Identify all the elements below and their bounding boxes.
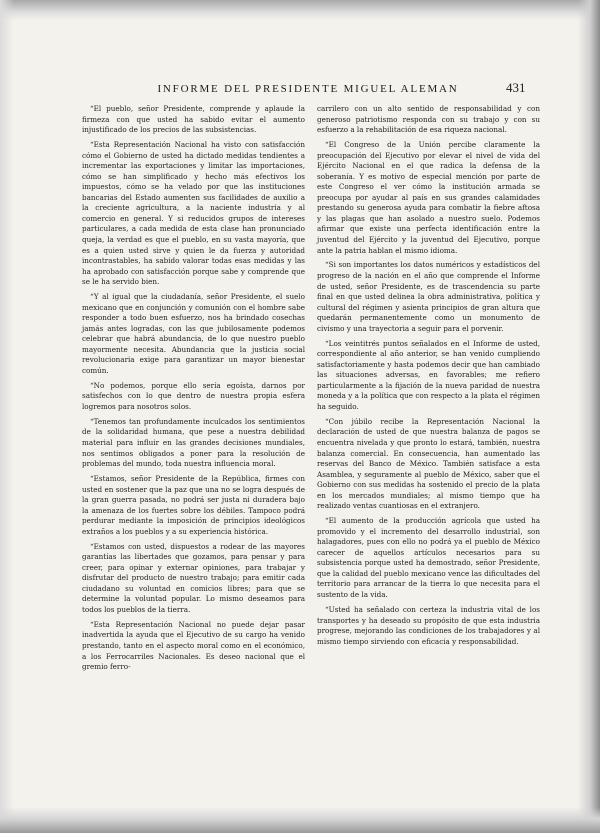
- scan-shadow-top: [0, 0, 600, 20]
- paragraph: “Esta Representación Nacional ha visto con satisfacción cómo el Gobierno de usted ha dictado medidas tendientes a incrementar las exportaciones y limitar las importaciones, cómo se han simplificado y hecho más efectivos los impuestos, cómo se ha velado por que las instituciones bancarias del Estado aumenten sus facilidades de auxilio a la creciente agricultura, a la naciente industria y al comercio en general. Y si reducidos grupos de intereses particulares, a cada medida de esta clase han pronunciado queja, la verdad es que el pueblo, en su vasta mayoría, que es a quien usted sirve y quien le da fuerza y autoridad incontrastables, ha sabido valorar todas esas medidas y las ha aprobado con satisfacción porque sabe y comprende que se le ha servido bien.: [82, 140, 305, 287]
- paragraph: “El aumento de la producción agrícola que usted ha promovido y el incremento del desarrollo industrial, son halagadores, pues con ello no podrá ya el pueblo de México carecer de aquellos artículos necesarios para su subsistencia porque usted ha demostrado, señor Presidente, que la calidad del pueblo mexicano vence las dificultades del territorio para arrancar de la tierra lo que necesita para el sustento de la vida.: [317, 516, 540, 600]
- paragraph: “No podemos, porque ello sería egoísta, darnos por satisfechos con lo que dentro de nuestra propia esfera logremos para nosotros solos.: [82, 380, 305, 411]
- paragraph: “El Congreso de la Unión percibe claramente la preocupación del Ejecutivo por elevar el nivel de vida del Ejército Nacional en el que radica la defensa de la soberanía. Y es motivo de especial mención por parte de este Congreso el ver cómo la institución armada se preocupa por ayudar al país en sus grandes calamidades prestando su generosa ayuda para combatir la fiebre aftosa y las plagas que han asolado a nuestro suelo. Podemos afirmar que existe una perfecta identificación entre la juventud del Ejército y la juventud del Ejecutivo, porque ante la patria hablan el mismo idioma.: [317, 140, 540, 255]
- scan-shadow-right: [578, 0, 600, 833]
- paragraph: “Con júbilo recibe la Representación Nacional la declaración de usted de que nuestra balanza de pagos se encuentra nivelada y que pronto lo estará, también, nuestra balanza comercial. En consecuencia, han aumentado las reservas del Banco de México. También satisface a esta Asamblea, y seguramente al pueblo de México, saber que el Gobierno con sus medidas ha sostenido el precio de la plata en los mercados mundiales; al mismo tiempo que ha realizado ventas cuantiosas en el extranjero.: [317, 416, 540, 511]
- paragraph: “Usted ha señalado con certeza la industria vital de los transportes y ha deseado su propósito de que esta industria progrese, mejorando las condiciones de los trabajadores y al mismo tiempo sirviendo con eficacia y responsabilidad.: [317, 604, 540, 646]
- running-header: INFORME DEL PRESIDENTE MIGUEL ALEMAN: [157, 83, 459, 95]
- scan-shadow-bottom: [0, 807, 600, 833]
- paragraph: “Los veintitrés puntos señalados en el Informe de usted, correspondiente al año anterior, se han venido cumpliendo satisfactoriamente y hasta podemos decir que han cambiado las situaciones adversas, en favorables; me refiero particularmente a la fijación de la nueva paridad de nuestra moneda y a la política que con respecto a la plata el régimen ha seguido.: [317, 338, 540, 411]
- paragraph: “Esta Representación Nacional no puede dejar pasar inadvertida la ayuda que el Ejecutivo de su cargo ha venido prestando, tanto en el aspecto moral como en el económico, a los Ferrocarriles Nacionales. Es deseo nacional que el gremio ferro-: [82, 619, 305, 672]
- paragraph-continued: carrilero con un alto sentido de responsabilidad y con generoso patriotismo responda con su trabajo y con su esfuerzo a la rehabilitación de esa riqueza nacional.: [317, 104, 540, 135]
- left-column: [82, 104, 305, 677]
- paragraph: “Y al igual que la ciudadanía, señor Presidente, el suelo mexicano que en conjunción y comunión con el hombre sabe responder a todo buen esfuerzo, nos ha brindado cosechas jamás antes logradas, con las que jubilosamente podemos celebrar que habrá abundancia, de lo que nuestro pueblo mayormente necesita. Abundancia que la justicia social revolucionaria exige para garantizar un mayor bienestar común.: [82, 292, 305, 375]
- scan-shadow-left: [0, 0, 14, 833]
- page-number: 431: [506, 80, 526, 95]
- right-column: [317, 104, 540, 652]
- paragraph: “Estamos, señor Presidente de la República, firmes con usted en sostener que la paz que una no se logra después de la gran guerra pasada, no podrá ser justa ni duradera bajo la amenaza de los fuertes sobre los débiles. Tampoco podrá perdurar mediante la imposición de principios ideológicos extraños a los pueblos y a su experiencia histórica.: [82, 474, 305, 536]
- paragraph: “Estamos con usted, dispuestos a rodear de las mayores garantías las libertades que gozamos, para pensar y para creer, para opinar y externar opiniones, para trabajar y disfrutar del producto de nuestro trabajo; para emitir cada ciudadano su voluntad en comicios libres; para que se determine la voluntad popular. Lo mismo deseamos para todos los pueblos de la tierra.: [82, 541, 305, 614]
- paragraph: “Tenemos tan profundamente inculcados los sentimientos de la solidaridad humana, que pese a nuestra debilidad material para influir en las grandes decisiones mundiales, nos sentimos obligados a poner para la resolución de problemas del mundo, toda nuestra influencia moral.: [82, 416, 305, 469]
- paragraph: “Si son importantes los datos numéricos y estadísticos del progreso de la nación en el año que comprende el Informe de usted, señor Presidente, es de trascendencia su parte final en que usted delinea la obra administrativa, política y cultural del régimen y asienta principios de gran altura que quedarán permanentemente como un monumento de civismo y una trayectoria a seguir para el porvenir.: [317, 260, 540, 333]
- paragraph: “El pueblo, señor Presidente, comprende y aplaude la firmeza con que usted ha sabido evitar el aumento injustificado de los precios de las subsistencias.: [82, 104, 305, 135]
